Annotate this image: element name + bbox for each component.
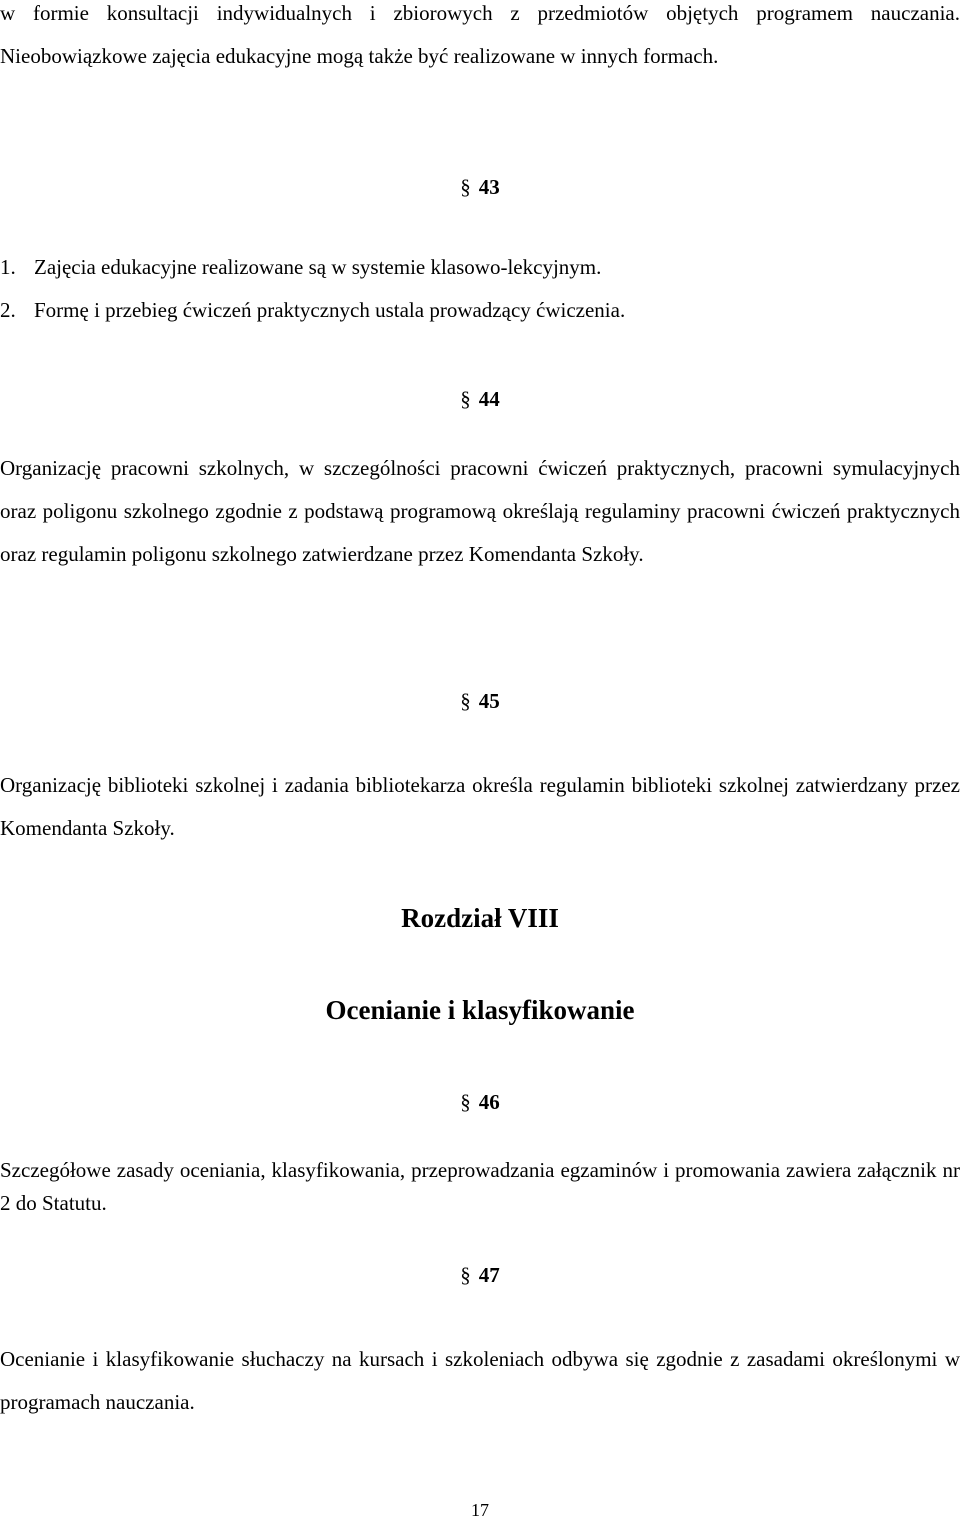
section-43-list bbox=[0, 246, 960, 332]
page-number: 17 bbox=[471, 1500, 489, 1520]
section-symbol: § bbox=[460, 175, 471, 199]
chapter-title: Rozdział VIII bbox=[401, 903, 559, 933]
list-item-text: Zajęcia edukacyjne realizowane są w systemie klasowo-lekcyjnym. bbox=[34, 255, 602, 279]
list-item-number: 2. bbox=[0, 298, 16, 322]
section-47-heading bbox=[0, 1260, 960, 1290]
section-44-number: 44 bbox=[478, 387, 500, 411]
section-46-number: 46 bbox=[478, 1090, 500, 1114]
section-symbol: § bbox=[460, 387, 471, 411]
list-item-text: Formę i przebieg ćwiczeń praktycznych ustala prowadzący ćwiczenia. bbox=[34, 298, 626, 322]
section-symbol: § bbox=[460, 689, 471, 713]
section-symbol: § bbox=[460, 1090, 471, 1114]
intro-paragraph: w formie konsultacji indywidualnych i zbiorowych z przedmiotów objętych programem nauczania. Nieobowiązkowe zajęcia edukacyjne mogą także być realizowane w innych formach. bbox=[0, 1, 960, 68]
section-46-paragraph: Szczegółowe zasady oceniania, klasyfikowania, przeprowadzania egzaminów i promowania zawiera załącznik nr 2 do Statutu. bbox=[0, 1158, 960, 1215]
list-item bbox=[0, 246, 960, 289]
section-44-heading bbox=[0, 384, 960, 414]
section-symbol: § bbox=[460, 1263, 471, 1287]
section-43-heading bbox=[0, 172, 960, 202]
section-45-paragraph: Organizację biblioteki szkolnej i zadania bibliotekarza określa regulamin biblioteki szkolnej zatwierdzany przez Komendanta Szkoły. bbox=[0, 773, 960, 840]
section-46-heading bbox=[0, 1087, 960, 1117]
section-45-number: 45 bbox=[478, 689, 500, 713]
section-43-number: 43 bbox=[478, 175, 500, 199]
section-47-paragraph: Ocenianie i klasyfikowanie słuchaczy na kursach i szkoleniach odbywa się zgodnie z zasadami określonymi w programach nauczania. bbox=[0, 1347, 960, 1414]
list-item bbox=[0, 289, 960, 332]
chapter-subtitle: Ocenianie i klasyfikowanie bbox=[325, 995, 635, 1025]
section-44-paragraph: Organizację pracowni szkolnych, w szczególności pracowni ćwiczeń praktycznych, pracowni symulacyjnych oraz poligonu szkolnego zgodnie z podstawą programową określają regulaminy pracowni ćwiczeń praktycznych oraz regulamin poligonu szkolnego zatwierdzane przez Komendanta Szkoły. bbox=[0, 456, 960, 566]
section-47-number: 47 bbox=[478, 1263, 500, 1287]
section-45-heading bbox=[0, 686, 960, 716]
list-item-number: 1. bbox=[0, 255, 16, 279]
